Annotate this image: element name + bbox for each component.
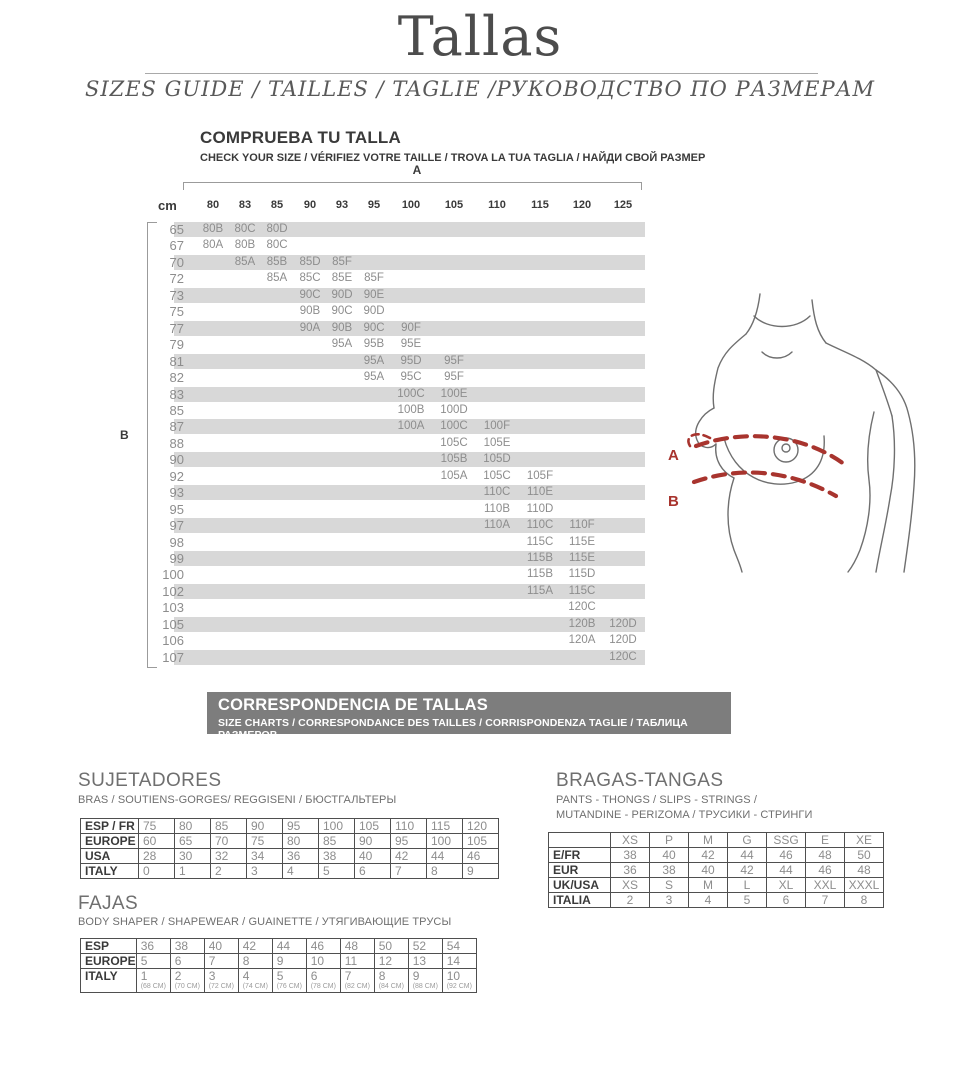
banner-title: CORRESPONDENCIA DE TALLAS — [218, 696, 488, 714]
shapewear-section-title: FAJAS — [78, 893, 139, 914]
matrix-column-header: 105 — [444, 199, 464, 211]
matrix-row-label: 106 — [162, 633, 184, 649]
matrix-row-label: 93 — [169, 485, 184, 501]
value-cell: 48 — [845, 863, 884, 878]
size-cell: 120A — [568, 634, 596, 647]
value-cell: 0 — [139, 864, 175, 879]
value-cell: 46 — [306, 939, 340, 954]
value-cell: 52 — [408, 939, 442, 954]
value-cell: 75 — [247, 834, 283, 849]
size-cell: 95C — [400, 371, 422, 384]
matrix-column-header: 125 — [613, 199, 633, 211]
size-cell: 90B — [299, 305, 321, 318]
matrix-row-label: 67 — [169, 238, 184, 254]
column-header-cell: M — [689, 833, 728, 848]
pants-section-title: BRAGAS-TANGAS — [556, 770, 724, 791]
check-size-subtitle: CHECK YOUR SIZE / VÉRIFIEZ VOTRE TAILLE / TROVA LA TUA TAGLIA / НАЙДИ СВОЙ РАЗМЕР — [200, 152, 706, 164]
page-title: Tallas — [397, 5, 563, 68]
row-label-cell: ITALY — [81, 864, 139, 879]
figure-label-b: B — [668, 493, 679, 510]
value-cell: 44 — [728, 848, 767, 863]
value-cell: XXXL — [845, 878, 884, 893]
size-cell: 80B — [202, 223, 224, 235]
matrix-column-header: 100 — [401, 199, 421, 211]
value-cell: 10 (92 CM) — [442, 969, 476, 993]
cm-sublabel: (82 CM) — [344, 983, 370, 990]
matrix-row-label: 97 — [169, 518, 184, 534]
size-cell: 90C — [299, 288, 321, 301]
matrix-row-label: 72 — [169, 271, 184, 287]
value-cell: 36 — [611, 863, 650, 878]
size-cell: 90D — [363, 305, 385, 318]
size-cell: 90E — [363, 288, 385, 301]
size-cell: 100E — [440, 387, 468, 400]
value-cell: 9 — [463, 864, 499, 879]
value-cell: 4 — [283, 864, 319, 879]
size-cell: 115E — [568, 552, 595, 564]
value-cell: 6 — [767, 893, 806, 908]
matrix-row-label: 88 — [169, 435, 184, 451]
value-cell: 44 — [427, 849, 463, 864]
value-cell: 46 — [767, 848, 806, 863]
value-cell: 100 — [427, 834, 463, 849]
row-label-cell: ESP — [81, 939, 137, 954]
value-cell: 5 — [319, 864, 355, 879]
size-cell: 105E — [483, 436, 511, 449]
size-cell: 85B — [266, 255, 288, 268]
row-label-cell: ITALIA — [549, 893, 611, 908]
value-cell: 34 — [247, 849, 283, 864]
body-measurement-figure — [640, 288, 960, 573]
value-cell: 7 — [204, 954, 238, 969]
value-cell: 95 — [391, 834, 427, 849]
value-cell: 50 — [374, 939, 408, 954]
value-cell: 50 — [845, 848, 884, 863]
value-cell: 115 — [427, 819, 463, 834]
value-cell: 7 — [806, 893, 845, 908]
column-header-cell: XE — [845, 833, 884, 848]
matrix-column-header: 93 — [335, 199, 349, 211]
size-cell: 115C — [526, 535, 554, 548]
matrix-row-label: 103 — [162, 600, 184, 616]
size-cell: 95F — [444, 354, 464, 367]
value-cell: 120 — [463, 819, 499, 834]
cm-sublabel: (72 CM) — [208, 983, 234, 990]
size-cell: 110A — [483, 519, 510, 532]
matrix-row-label: 70 — [169, 254, 184, 270]
value-cell: 12 — [374, 954, 408, 969]
table-row — [549, 878, 884, 893]
value-cell: 3 (72 CM) — [204, 969, 238, 993]
size-cell: 115C — [568, 584, 596, 597]
size-cell: 80B — [234, 239, 256, 252]
cm-sublabel: (88 CM) — [412, 983, 438, 990]
value-cell: 5 (76 CM) — [272, 969, 306, 993]
size-cell: 120D — [609, 634, 637, 647]
value-cell: 105 — [463, 834, 499, 849]
row-label-cell: EUR — [549, 863, 611, 878]
value-cell: 14 — [442, 954, 476, 969]
bracket-a — [183, 182, 642, 190]
matrix-row-label: 90 — [169, 452, 184, 468]
size-cell: 105C — [440, 436, 468, 449]
value-cell: XS — [611, 878, 650, 893]
cm-sublabel: (74 CM) — [242, 983, 268, 990]
matrix-row-label: 87 — [169, 419, 184, 435]
cm-sublabel: (76 CM) — [276, 983, 302, 990]
matrix-column-header: 120 — [572, 199, 592, 211]
size-cell: 120C — [609, 650, 637, 663]
page-subtitle: SIZES GUIDE / TAILLES / TAGLIE /РУКОВОДСТВО ПО РАЗМЕРАМ — [84, 77, 876, 101]
matrix-column-header: 115 — [531, 199, 549, 211]
table-row — [81, 954, 477, 969]
row-label-cell: ITALY — [81, 969, 137, 993]
size-cell: 105C — [483, 469, 511, 482]
size-cell: 95A — [363, 371, 385, 384]
size-cell: 90C — [331, 305, 353, 318]
value-cell: 38 — [611, 848, 650, 863]
size-cell: 115B — [526, 568, 553, 581]
matrix-row-label: 100 — [162, 567, 184, 583]
size-cell: 105A — [440, 469, 468, 482]
column-header-cell: E — [806, 833, 845, 848]
matrix-row-label: 85 — [169, 402, 184, 418]
table-row — [81, 834, 499, 849]
value-cell: 85 — [211, 819, 247, 834]
value-cell: 4 — [689, 893, 728, 908]
row-label-cell: UK/USA — [549, 878, 611, 893]
value-cell: 8 — [845, 893, 884, 908]
value-cell: 1 (68 CM) — [136, 969, 170, 993]
size-cell: 100F — [483, 420, 511, 433]
value-cell: 90 — [355, 834, 391, 849]
matrix-column-header: 90 — [303, 199, 317, 211]
axis-a-label: A — [412, 163, 422, 177]
size-cell: 95A — [331, 338, 353, 351]
value-cell: 44 — [767, 863, 806, 878]
matrix-row-label: 65 — [169, 222, 184, 237]
size-cell: 110E — [526, 486, 553, 499]
value-cell: 30 — [175, 849, 211, 864]
value-cell: 2 — [611, 893, 650, 908]
matrix-row-label: 105 — [162, 616, 184, 632]
value-cell: 46 — [463, 849, 499, 864]
matrix-row-label: 81 — [169, 353, 184, 369]
size-cell: 85F — [364, 272, 384, 285]
value-cell: 8 — [427, 864, 463, 879]
value-cell: 46 — [806, 863, 845, 878]
table-row — [549, 863, 884, 878]
size-cell: 95F — [444, 371, 464, 384]
value-cell: 48 — [340, 939, 374, 954]
value-cell: 65 — [175, 834, 211, 849]
size-cell: 90D — [331, 288, 353, 301]
matrix-row-band — [174, 288, 645, 303]
matrix-column-header: 85 — [270, 199, 284, 211]
value-cell: 2 (70 CM) — [170, 969, 204, 993]
matrix-row-label: 79 — [169, 337, 184, 353]
size-cell: 115D — [568, 568, 596, 581]
size-cell: 85A — [266, 272, 288, 285]
bras-section-title: SUJETADORES — [78, 770, 222, 791]
check-size-title: COMPRUEBA TU TALLA — [200, 128, 401, 147]
cm-sublabel: (92 CM) — [446, 983, 472, 990]
value-cell: 9 — [272, 954, 306, 969]
table-row — [81, 864, 499, 879]
value-cell: 75 — [139, 819, 175, 834]
value-cell: 5 — [728, 893, 767, 908]
size-cell: 120D — [609, 617, 637, 630]
value-cell: 42 — [238, 939, 272, 954]
value-cell: 110 — [391, 819, 427, 834]
axis-b-label: B — [120, 428, 129, 442]
size-cell: 95A — [363, 354, 385, 367]
value-cell: 7 (82 CM) — [340, 969, 374, 993]
shapewear-section-subtitle: BODY SHAPER / SHAPEWEAR / GUAINETTE / УТЯГИВАЮЩИЕ ТРУСЫ — [78, 916, 452, 928]
size-cell: 100B — [397, 403, 425, 416]
value-cell: 80 — [283, 834, 319, 849]
size-cell: 110C — [483, 486, 511, 499]
matrix-row-label: 73 — [169, 287, 184, 303]
size-cell: 120B — [568, 617, 596, 630]
value-cell: 9 (88 CM) — [408, 969, 442, 993]
figure-label-a: A — [668, 447, 679, 464]
value-cell: 85 — [319, 834, 355, 849]
matrix-row-band — [174, 452, 645, 467]
size-cell: 95D — [400, 354, 422, 367]
table-row — [81, 849, 499, 864]
size-cell: 80C — [234, 223, 256, 235]
matrix-row-label: 98 — [169, 534, 184, 550]
value-cell: 42 — [391, 849, 427, 864]
value-cell: 11 — [340, 954, 374, 969]
value-cell: 40 — [204, 939, 238, 954]
value-cell: 48 — [806, 848, 845, 863]
value-cell: 3 — [247, 864, 283, 879]
size-cell: 100C — [397, 387, 425, 400]
size-cell: 105B — [440, 453, 468, 466]
size-cell: 110D — [526, 502, 554, 515]
column-header-cell: G — [728, 833, 767, 848]
size-cell: 100A — [397, 420, 425, 433]
value-cell: 40 — [650, 848, 689, 863]
size-cell: 115B — [526, 552, 553, 564]
value-cell: 54 — [442, 939, 476, 954]
size-cell: 105F — [526, 469, 554, 482]
value-cell: 2 — [211, 864, 247, 879]
size-cell: 115E — [568, 535, 595, 548]
pants-section-subtitle-1: PANTS - THONGS / SLIPS - STRINGS / — [556, 794, 758, 806]
value-cell: 90 — [247, 819, 283, 834]
matrix-column-header: 95 — [367, 199, 381, 211]
unit-label: cm — [158, 198, 177, 213]
pants-section-subtitle-2: MUTANDINE - PERIZOMA / ТРУСИКИ - СТРИНГИ — [556, 809, 813, 821]
corner-cell — [549, 833, 611, 848]
size-cell: 110B — [483, 502, 510, 515]
underbust-measure-line-b — [694, 473, 836, 496]
size-cell: 100D — [440, 403, 468, 416]
size-cell: 90F — [401, 321, 421, 334]
banner-subtitle: SIZE CHARTS / CORRESPONDANCE DES TAILLES / CORRISPONDENZA TAGLIE / ТАБЛИЦА РАЗМЕРОВ — [218, 717, 688, 741]
value-cell: 100 — [319, 819, 355, 834]
size-cell: 110F — [569, 519, 595, 532]
value-cell: 42 — [728, 863, 767, 878]
size-cell: 85A — [234, 255, 256, 268]
value-cell: 38 — [650, 863, 689, 878]
value-cell: L — [728, 878, 767, 893]
title-divider — [145, 73, 818, 74]
column-header-cell: SSG — [767, 833, 806, 848]
matrix-row-label: 92 — [169, 468, 184, 484]
size-cell: 80D — [266, 223, 288, 235]
value-cell: 95 — [283, 819, 319, 834]
size-cell: 105D — [483, 453, 511, 466]
matrix-row-label: 82 — [169, 370, 184, 386]
size-cell: 85C — [299, 272, 321, 285]
value-cell: 6 — [355, 864, 391, 879]
value-cell: 44 — [272, 939, 306, 954]
matrix-row-label: 75 — [169, 304, 184, 320]
matrix-column-header: 80 — [206, 199, 220, 211]
value-cell: 28 — [139, 849, 175, 864]
cm-sublabel: (70 CM) — [174, 983, 200, 990]
matrix-column-header: 83 — [238, 199, 252, 211]
size-cell: 110C — [526, 519, 554, 532]
value-cell: 5 — [136, 954, 170, 969]
matrix-row-label: 107 — [162, 649, 184, 665]
value-cell: 8 (84 CM) — [374, 969, 408, 993]
row-label-cell: E/FR — [549, 848, 611, 863]
cm-sublabel: (78 CM) — [310, 983, 336, 990]
matrix-row-label: 83 — [169, 386, 184, 402]
size-cell: 95E — [400, 338, 422, 351]
table-row — [549, 848, 884, 863]
matrix-row-band — [174, 485, 645, 500]
size-cell: 85F — [332, 255, 352, 268]
value-cell: XL — [767, 878, 806, 893]
value-cell: 38 — [170, 939, 204, 954]
size-cell: 90B — [331, 321, 353, 334]
shapewear-size-table — [80, 938, 477, 993]
value-cell: 10 — [306, 954, 340, 969]
value-cell: 70 — [211, 834, 247, 849]
size-cell: 100C — [440, 420, 468, 433]
table-row — [81, 939, 477, 954]
pants-size-table — [548, 832, 884, 908]
value-cell: 40 — [355, 849, 391, 864]
matrix-row-band — [174, 650, 645, 665]
table-row — [549, 893, 884, 908]
table-row — [81, 969, 477, 993]
row-label-cell: ESP / FR — [81, 819, 139, 834]
size-cell: 95B — [363, 338, 385, 351]
value-cell: 13 — [408, 954, 442, 969]
value-cell: 6 — [170, 954, 204, 969]
value-cell: 80 — [175, 819, 211, 834]
row-label-cell: USA — [81, 849, 139, 864]
matrix-row-label: 77 — [169, 320, 184, 336]
value-cell: 38 — [319, 849, 355, 864]
value-cell: S — [650, 878, 689, 893]
cm-sublabel: (84 CM) — [378, 983, 404, 990]
value-cell: XXL — [806, 878, 845, 893]
value-cell: 42 — [689, 848, 728, 863]
size-cell: 90C — [363, 321, 385, 334]
value-cell: 6 (78 CM) — [306, 969, 340, 993]
value-cell: 32 — [211, 849, 247, 864]
cm-sublabel: (68 CM) — [140, 983, 166, 990]
value-cell: 1 — [175, 864, 211, 879]
value-cell: 7 — [391, 864, 427, 879]
correspondence-banner — [207, 692, 731, 741]
value-cell: 8 — [238, 954, 272, 969]
value-cell: 40 — [689, 863, 728, 878]
row-label-cell: EUROPE — [81, 954, 137, 969]
matrix-row-label: 99 — [169, 551, 184, 566]
column-header-cell: XS — [611, 833, 650, 848]
value-cell: M — [689, 878, 728, 893]
bras-section-subtitle: BRAS / SOUTIENS-GORGES/ REGGISENI / БЮСТГАЛЬТЕРЫ — [78, 794, 397, 806]
matrix-row-label: 102 — [162, 583, 184, 599]
size-cell: 80A — [202, 239, 224, 252]
value-cell: 4 (74 CM) — [238, 969, 272, 993]
value-cell: 60 — [139, 834, 175, 849]
size-cell: 85E — [331, 272, 353, 285]
value-cell: 36 — [283, 849, 319, 864]
torso-outline — [696, 294, 915, 572]
matrix-column-header: 110 — [488, 199, 506, 211]
column-header-cell: P — [650, 833, 689, 848]
size-cell: 80C — [266, 239, 288, 252]
size-cell: 115A — [526, 584, 553, 597]
size-cell: 90A — [299, 321, 321, 334]
table-row — [81, 819, 499, 834]
size-cell: 85D — [299, 255, 321, 268]
matrix-row-label: 95 — [169, 501, 184, 517]
table-header-row — [549, 833, 884, 848]
size-cell: 120C — [568, 601, 596, 614]
value-cell: 36 — [136, 939, 170, 954]
bras-size-table — [80, 818, 499, 879]
value-cell: 3 — [650, 893, 689, 908]
value-cell: 105 — [355, 819, 391, 834]
row-label-cell: EUROPE — [81, 834, 139, 849]
